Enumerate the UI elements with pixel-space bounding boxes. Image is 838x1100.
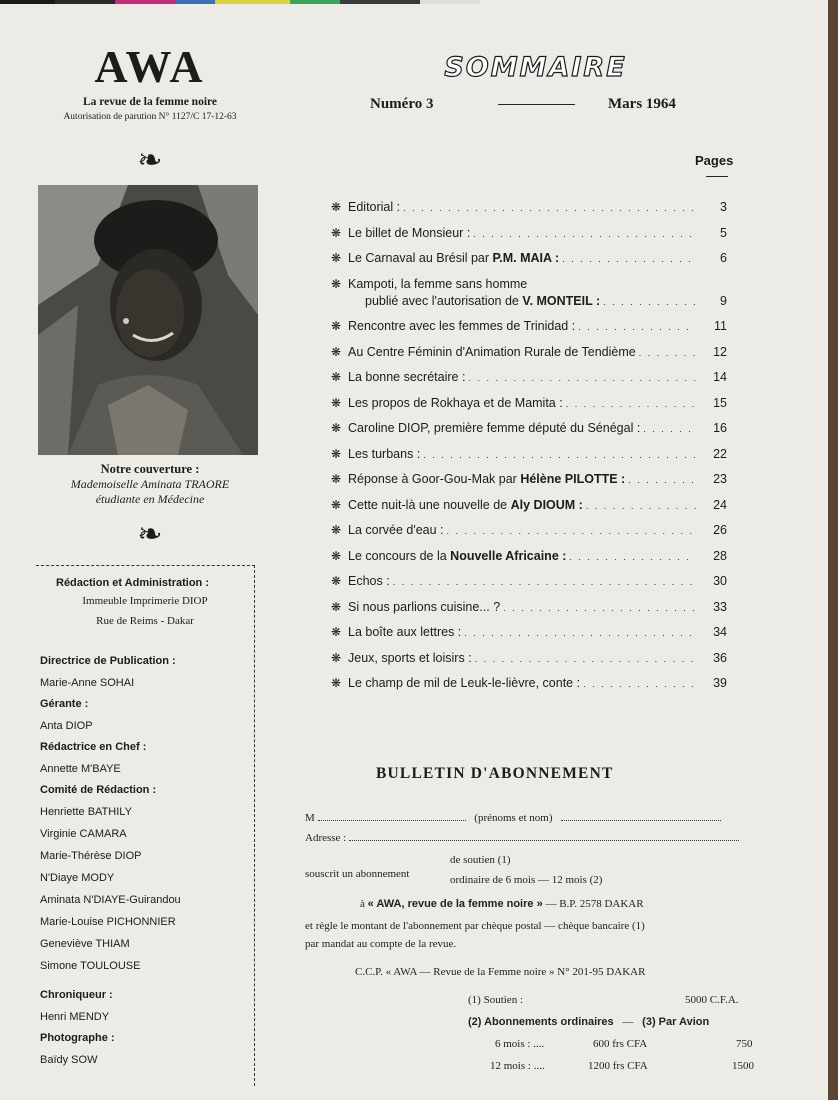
toc-title: Caroline DIOP, première femme député du Sénégal :	[348, 421, 641, 435]
to-prefix: à	[360, 898, 365, 910]
flourish-ornament-icon: ❧	[137, 143, 163, 178]
photographe-name: Baïdy SOW	[40, 1054, 98, 1066]
six-mois-avion: 750	[736, 1038, 753, 1050]
gerante-label: Gérante :	[40, 698, 89, 710]
photographe-label: Photographe :	[40, 1032, 115, 1044]
redactrice-label: Rédactrice en Chef :	[40, 741, 147, 753]
six-mois-price: 600 frs CFA	[593, 1038, 648, 1050]
asterisk-bullet-icon: ❋	[331, 599, 342, 614]
leader-dots	[473, 229, 696, 239]
subscription-form-title: BULLETIN D'ABONNEMENT	[376, 765, 614, 782]
toc-page: 6	[720, 251, 727, 265]
asterisk-bullet-icon: ❋	[331, 276, 342, 291]
issue-number: Numéro 3	[370, 96, 434, 112]
toc-title: Cette nuit-là une nouvelle de	[348, 497, 508, 512]
m-label: M	[305, 812, 315, 824]
toc-page: 22	[713, 446, 727, 461]
asterisk-bullet-icon: ❋	[331, 446, 342, 461]
toc-entry-cuisine[interactable]	[331, 600, 727, 626]
toc-page: 3	[720, 200, 727, 214]
toc-title: Si nous parlions cuisine... ?	[348, 599, 501, 614]
leader-dots	[583, 679, 696, 689]
toc-title: Le champ de mil de Leuk-le-lièvre, conte :	[348, 676, 581, 690]
toc-entry-nuit[interactable]	[331, 498, 727, 524]
masthead	[40, 42, 260, 122]
asterisk-bullet-icon: ❋	[331, 472, 342, 486]
comite-member: Marie-Thérèse DIOP	[40, 850, 142, 862]
toc-title: Editorial :	[348, 200, 401, 214]
toc-page: 5	[720, 225, 727, 240]
asterisk-bullet-icon: ❋	[331, 574, 342, 588]
toc-title: Les turbans :	[348, 446, 421, 461]
toc-entry-propos[interactable]	[331, 396, 727, 422]
toc-page: 34	[713, 625, 727, 639]
leader-dots	[562, 254, 696, 264]
asterisk-bullet-icon: ❋	[331, 548, 342, 563]
pages-heading: Pages	[695, 153, 734, 168]
asterisk-bullet-icon: ❋	[331, 421, 342, 435]
name-field-2[interactable]	[561, 812, 721, 821]
pages-underline	[706, 176, 728, 177]
toc-page: 26	[713, 523, 727, 537]
toc-title: Le Carnaval au Brésil par	[348, 251, 490, 265]
toc-page: 24	[713, 497, 727, 512]
leader-dots	[639, 348, 696, 358]
cover-caption	[40, 462, 260, 507]
leader-dots	[475, 654, 696, 664]
douze-mois-avion: 1500	[732, 1060, 754, 1072]
toc-page: 9	[720, 293, 727, 308]
toc-title: Au Centre Féminin d'Animation Rurale de Tendième	[348, 344, 636, 359]
toc-entry-jeux[interactable]	[331, 651, 727, 677]
comite-member: Virginie CAMARA	[40, 828, 127, 840]
toc-page: 30	[713, 574, 727, 588]
asterisk-bullet-icon: ❋	[331, 344, 342, 359]
six-mois-label: 6 mois : ....	[495, 1038, 545, 1050]
to-magazine: « AWA, revue de la femme noire »	[367, 898, 543, 910]
redactrice-name: Annette M'BAYE	[40, 763, 121, 775]
ordinaire-option[interactable]: ordinaire de 6 mois — 12 mois (2)	[450, 874, 603, 886]
toc-entry-kampoti[interactable]	[331, 277, 727, 294]
toc-entry-secretaire[interactable]	[331, 370, 727, 396]
ccp-line: C.C.P. « AWA — Revue de la Femme noire » N° 201-95 DAKAR	[355, 966, 646, 978]
names-hint: (prénoms et nom)	[474, 812, 553, 824]
portrait-image	[38, 185, 258, 455]
comite-member: Marie-Louise PICHONNIER	[40, 916, 176, 928]
asterisk-bullet-icon: ❋	[331, 319, 342, 333]
abonnements-label: (2) Abonnements ordinaires	[468, 1016, 614, 1028]
leader-dots	[423, 450, 696, 460]
toc-page: 12	[713, 344, 727, 359]
staff-address-2: Rue de Reims - Dakar	[96, 615, 194, 627]
toc-page: 23	[713, 472, 727, 486]
staff-address-1: Immeuble Imprimerie DIOP	[82, 595, 208, 607]
toc-page: 28	[713, 548, 727, 563]
comite-member: Simone TOULOUSE	[40, 960, 141, 972]
issue-date: Mars 1964	[608, 96, 676, 112]
sommaire-title: SOMMAIRE	[444, 52, 627, 83]
payment-line-2: par mandat au compte de la revue.	[305, 938, 457, 950]
toc-entry-concours[interactable]	[331, 549, 727, 575]
asterisk-bullet-icon: ❋	[331, 395, 342, 410]
toc-entry-kampoti-sub[interactable]	[331, 294, 727, 320]
toc-entry-boite[interactable]	[331, 625, 727, 651]
toc-title: La corvée d'eau :	[348, 523, 444, 537]
page-edge	[828, 0, 838, 1100]
cover-caption-title: Notre couverture :	[100, 462, 200, 476]
staff-heading: Rédaction et Administration :	[56, 577, 209, 589]
payment-line-1: et règle le montant de l'abonnement par chèque postal — chèque bancaire (1)	[305, 920, 645, 932]
leader-dots	[628, 475, 696, 485]
toc-author: Nouvelle Africaine :	[450, 548, 567, 563]
leader-dots	[393, 577, 696, 587]
toc-entry-corvee[interactable]	[331, 523, 727, 549]
authorization-notice: Autorisation de parution N° 1127/C 17-12-63	[63, 112, 237, 122]
toc-author: P.M. MAIA :	[492, 251, 560, 265]
toc-page: 36	[713, 650, 727, 665]
toc-entry-trinidad[interactable]	[331, 319, 727, 345]
comite-member: Geneviève THIAM	[40, 938, 130, 950]
comite-member: Henriette BATHILY	[40, 806, 132, 818]
abonnements-dash: —	[622, 1016, 634, 1028]
chroniqueur-label: Chroniqueur :	[40, 989, 113, 1001]
leader-dots	[566, 399, 696, 409]
staff-list	[40, 575, 250, 1071]
toc-page: 33	[713, 599, 727, 614]
leader-dots	[447, 526, 696, 536]
toc-author: Aly DIOUM :	[510, 497, 583, 512]
toc-title: Kampoti, la femme sans homme	[348, 276, 528, 291]
asterisk-bullet-icon: ❋	[331, 370, 342, 384]
soutien-option[interactable]: de soutien (1)	[450, 854, 511, 866]
comite-member: Aminata N'DIAYE-Guirandou	[40, 894, 181, 906]
asterisk-bullet-icon: ❋	[331, 523, 342, 537]
flourish-ornament-icon: ❧	[137, 517, 163, 552]
leader-dots	[578, 322, 696, 332]
douze-mois-label: 12 mois : ....	[490, 1060, 545, 1072]
cover-caption-role: étudiante en Médecine	[95, 492, 205, 506]
toc-entry-centre[interactable]	[331, 345, 727, 371]
chroniqueur-name: Henri MENDY	[40, 1011, 110, 1023]
magazine-title: AWA	[94, 41, 206, 92]
leader-dots	[464, 628, 696, 638]
table-of-contents	[331, 200, 727, 702]
toc-author: Hélène PILOTTE :	[520, 472, 626, 486]
toc-entry-echos[interactable]	[331, 574, 727, 600]
soutien-amount: 5000 C.F.A.	[685, 994, 739, 1006]
address-label: Adresse :	[305, 832, 347, 844]
asterisk-bullet-icon: ❋	[331, 625, 342, 639]
toc-title: Le billet de Monsieur :	[348, 225, 471, 240]
toc-entry-caroline[interactable]	[331, 421, 727, 447]
name-field[interactable]	[318, 812, 466, 821]
douze-mois-price: 1200 frs CFA	[588, 1060, 648, 1072]
color-strip	[0, 0, 838, 4]
toc-title: Rencontre avec les femmes de Trinidad :	[348, 319, 576, 333]
cover-photo	[38, 185, 258, 455]
souscrit-text: souscrit un abonnement	[305, 868, 410, 880]
leader-dots	[569, 552, 696, 562]
toc-entry-champ[interactable]	[331, 676, 727, 702]
leader-dots	[586, 501, 696, 511]
gerante-name: Anta DIOP	[40, 720, 93, 732]
toc-page: 16	[713, 421, 727, 435]
leader-dots	[403, 203, 696, 213]
par-avion-label: (3) Par Avion	[642, 1016, 710, 1028]
leader-dots	[468, 373, 696, 383]
toc-title: Réponse à Goor-Gou-Mak par	[348, 472, 517, 486]
leader-dots	[643, 424, 696, 434]
asterisk-bullet-icon: ❋	[331, 650, 342, 665]
directrice-label: Directrice de Publication :	[40, 655, 176, 667]
toc-entry-carnaval[interactable]	[331, 251, 727, 277]
asterisk-bullet-icon: ❋	[331, 497, 342, 512]
toc-page: 14	[713, 370, 727, 384]
directrice-name: Marie-Anne SOHAI	[40, 677, 135, 689]
magazine-tagline: La revue de la femme noire	[82, 96, 218, 108]
toc-entry-reponse[interactable]	[331, 472, 727, 498]
to-address: — B.P. 2578 DAKAR	[545, 898, 644, 910]
asterisk-bullet-icon: ❋	[331, 251, 342, 265]
toc-title: Jeux, sports et loisirs :	[348, 650, 472, 665]
toc-title: La boîte aux lettres :	[348, 625, 462, 639]
toc-title: Le concours de la	[348, 548, 447, 563]
comite-label: Comité de Rédaction :	[40, 784, 157, 796]
toc-title: Echos :	[348, 574, 390, 588]
cover-caption-name: Mademoiselle Aminata TRAORE	[70, 477, 230, 491]
toc-author: V. MONTEIL :	[522, 293, 601, 308]
leader-dots	[603, 297, 696, 307]
toc-page: 15	[713, 395, 727, 410]
comite-member: N'Diaye MODY	[40, 872, 115, 884]
toc-page: 11	[714, 319, 727, 333]
leader-dots	[503, 603, 696, 613]
asterisk-bullet-icon: ❋	[331, 225, 342, 240]
issue-divider	[498, 104, 575, 105]
toc-subtitle: publié avec l'autorisation de	[365, 293, 519, 308]
toc-entry-billet[interactable]	[331, 226, 727, 252]
address-field[interactable]	[349, 832, 739, 841]
soutien-line: (1) Soutien :	[468, 994, 523, 1006]
asterisk-bullet-icon: ❋	[331, 676, 342, 690]
toc-entry-turbans[interactable]	[331, 447, 727, 473]
toc-title: La bonne secrétaire :	[348, 370, 466, 384]
toc-entry-editorial[interactable]	[331, 200, 727, 226]
toc-title: Les propos de Rokhaya et de Mamita :	[348, 395, 563, 410]
toc-page: 39	[713, 676, 727, 690]
asterisk-bullet-icon: ❋	[331, 200, 342, 214]
